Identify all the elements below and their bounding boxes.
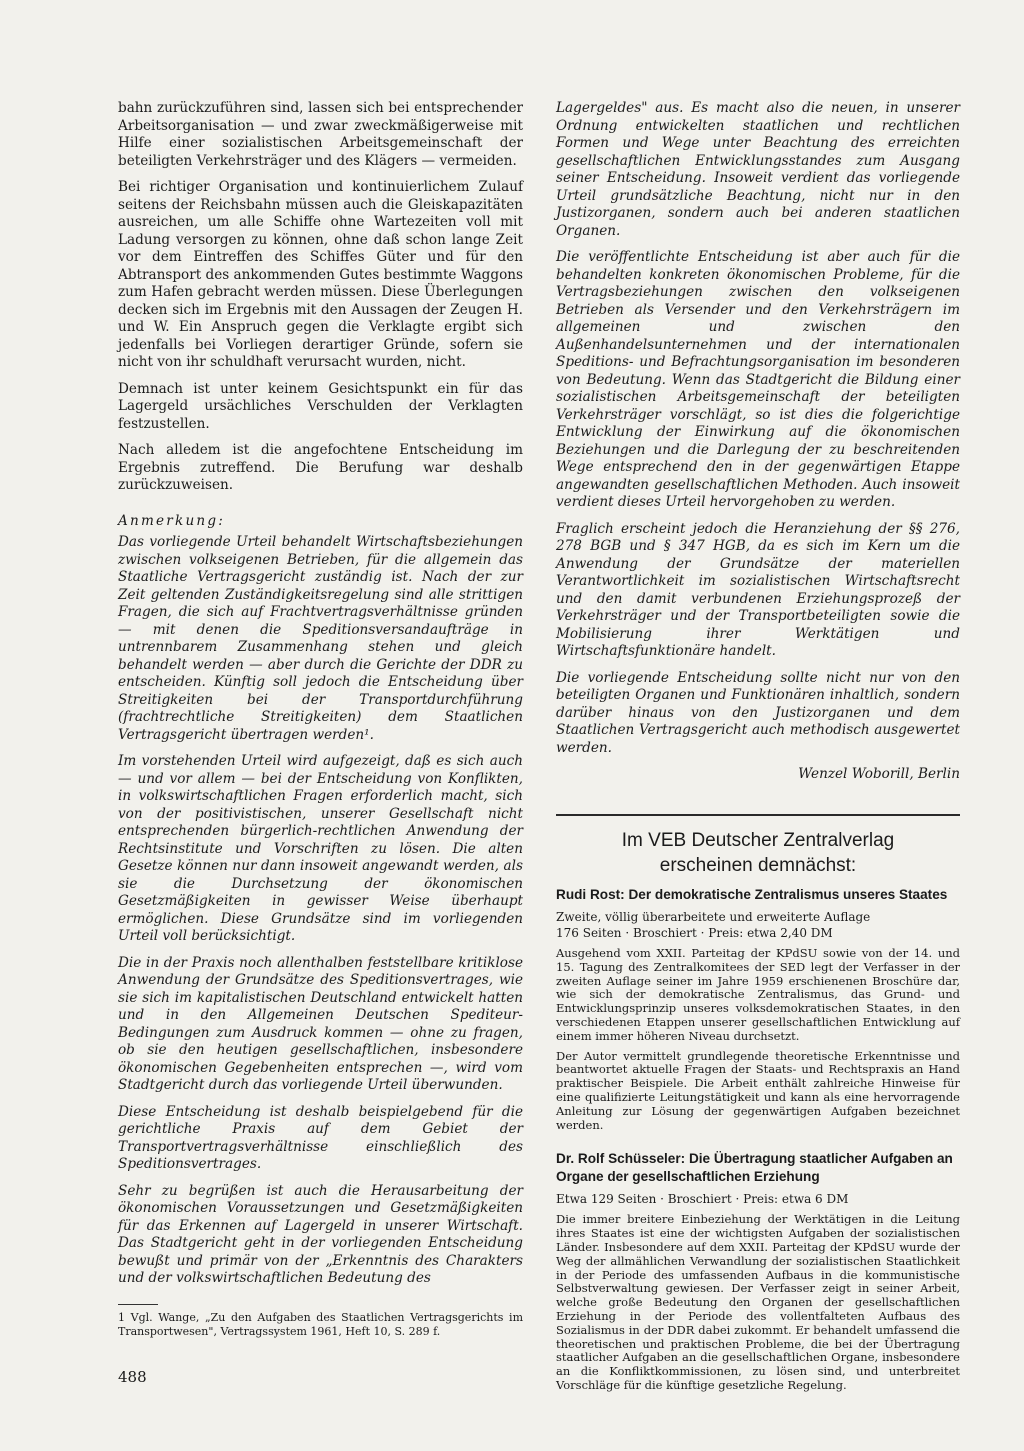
ad-title-line: erscheinen demnächst: bbox=[659, 854, 857, 876]
book-description: Die immer breitere Einbeziehung der Werktätigen in die Leitung ihres Staates ist eine der wichtigsten Aufgaben der sozialistischen Länder. Insbesondere auf dem XXII. Parteitag der KPdSU wurde der Weg der allmählichen Verwandlung der sozialistischen Staatlichkeit in der Periode des umfassenden Aufbaus in die kommunistische Selbstverwaltung gewiesen. Der Verfasser zeigt in seiner Arbeit, welche große Bedeutung den Organen der gesellschaftlichen Erziehung in der Periode des vollentfalteten Aufbaus des Sozialismus in der DDR dabei zukommt. Er behandelt umfassend die theoretischen und praktischen Probleme, die bei der Übertragung staatlicher Aufgaben an die gesellschaftlichen Organe, insbesondere an die Konfliktkommissionen, zu lösen sind, und unterbreitet Vorschläge für die künftige gesetzliche Regelung. bbox=[556, 1212, 960, 1392]
left-column bbox=[118, 100, 523, 1339]
book-edition: Zweite, völlig überarbeitete und erweiterte Auflage bbox=[556, 910, 871, 924]
right-column bbox=[556, 100, 960, 1397]
book-details: Etwa 129 Seiten · Broschiert · Preis: etwa 6 DM bbox=[556, 1192, 849, 1207]
annotation-paragraph: Die veröffentlichte Entscheidung ist aber auch für die behandelten konkreten ökonomischen Probleme, für die Vertragsbeziehungen zwischen den volkseigenen Betrieben als Versender und den Verkehrsträgern im allgemeinen und zwischen den Außenhandelsunternehmen und der internationalen Speditions- und Befrachtungsorganisation im besonderen von Bedeutung. Wenn das Stadtgericht die Bildung einer sozialistischen Arbeitsgemeinschaft der beteiligten Verkehrsträger vorschlägt, so ist dies die folgerichtige Entwicklung der Einwirkung auf die ökonomischen Beziehungen und die Darlegung der zu beschreitenden Wege entsprechend den in der gegenwärtigen Etappe angewandten gesellschaftlichen Methoden. Auch insoweit verdient dieses Urteil hervorgehoben zu werden. bbox=[556, 249, 960, 510]
annotation-paragraph: Fraglich erscheint jedoch die Heranziehung der §§ 276, 278 BGB und § 347 HGB, da es sich im Kern um die Anwendung der Grundsätze der materiellen Verantwortlichkeit im sozialistischen Wirtschaftsrecht und den damit verbundenen Erziehungsprozeß der Verkehrsträger und der Transportbeteiligten sowie die Mobilisierung ihrer Werktätigen und Wirtschaftsfunktionäre handelt. bbox=[556, 520, 960, 659]
paragraph: bahn zurückzuführen sind, lassen sich bei entsprechender Arbeitsorganisation — und zwar zweckmäßigerweise mit Hilfe einer sozialistischen Arbeitsgemeinschaft der beteiligten Verkehrsträger und des Klägers — vermeiden. bbox=[118, 100, 523, 169]
footnote-divider bbox=[118, 1304, 158, 1305]
annotation-paragraph: Im vorstehenden Urteil wird aufgezeigt, daß es sich auch — und vor allem — bei der Entscheidung von Konflikten, in volkswirtschaftlichen Fragen erforderlich macht, sich von der positivistischen, unserer Gesellschaft nicht entsprechenden bürgerlich-rechtlichen Anwendung der Rechtsinstitute und Vorschriften zu lösen. Die alten Gesetze können nur dann insoweit angewandt werden, als sie die Durchsetzung der ökonomischen Gesetzmäßigkeiten in gewisser Weise überhaupt ermöglichen. Diese Grundsätze sind im vorliegenden Urteil voll berücksichtigt. bbox=[118, 753, 523, 944]
paragraph: Bei richtiger Organisation und kontinuierlichem Zulauf seitens der Reichsbahn müssen auch die Gleiskapazitäten ausreichen, um alle Schiffe ohne Wartezeiten voll mit Ladung versorgen zu können, ohne daß schon lange Zeit vor dem Eintreffen des Schiffes Güter und für den Abtransport des ankommenden Gutes bestimmte Waggons zum Hafen gebracht werden müssen. Diese Überlegungen decken sich im Ergebnis mit den Aussagen der Zeugen H. und W. Ein Anspruch gegen die Verklagte ergibt sich jedenfalls bei Vorliegen derartiger Gründe, sofern sie nicht von ihr schuldhaft verursacht wurden, nicht. bbox=[118, 179, 523, 370]
section-divider bbox=[556, 814, 960, 816]
ad-title bbox=[556, 828, 960, 878]
book-entry bbox=[556, 886, 960, 1133]
annotation-paragraph: Diese Entscheidung ist deshalb beispielgebend für die gerichtliche Praxis auf dem Gebiet der Transportvertragsverhältnisse einschließlich des Speditionsvertrages. bbox=[118, 1103, 523, 1172]
page-number: 488 bbox=[118, 1368, 147, 1386]
author-signature: Wenzel Woborill, Berlin bbox=[798, 766, 960, 782]
book-description: Der Autor vermittelt grundlegende theoretische Erkenntnisse und beantwortet aktuelle Fragen der Staats- und Rechtspraxis an Hand praktischer Beispiele. Die Arbeit enthält zahlreiche Hinweise für eine qualifizierte Leitungstätigkeit und kann als eine hervorragende Anleitung zur Lösung der gegenwärtigen Aufgaben bezeichnet werden. bbox=[556, 1048, 960, 1132]
annotation-paragraph: Lagergeldes" aus. Es macht also die neuen, in unserer Ordnung entwickelten staatlichen und rechtlichen Formen und Wege unter Beachtung des erreichten gesellschaftlichen Entwicklungsstandes zum Ausgang seiner Entscheidung. Insoweit verdient das vorliegende Urteil grundsätzliche Beachtung, nicht nur in den Justizorganen, sondern auch bei anderen staatlichen Organen. bbox=[556, 100, 960, 239]
footnote: 1 Vgl. Wange, „Zu den Aufgaben des Staatlichen Vertragsgerichts im Transportwesen", Vertragssystem 1961, Heft 10, S. 289 f. bbox=[118, 1310, 523, 1338]
annotation-paragraph: Das vorliegende Urteil behandelt Wirtschaftsbeziehungen zwischen volkseigenen Betrieben, für die allgemein das Staatliche Vertragsgericht zuständig ist. Nach der zur Zeit geltenden Zuständigkeitsregelung sind alle strittigen Fragen, die sich auf Frachtvertragsverhältnisse gründen — mit denen die Speditionsversandaufträge in untrennbarem Zusammenhang stehen und gleich behandelt werden — aber durch die Gerichte der DDR zu entscheiden. Künftig soll jedoch die Entscheidung über Streitigkeiten bei der Transportdurchführung (frachtrechtliche Streitigkeiten) dem Staatlichen Vertragsgericht übertragen werden¹. bbox=[118, 534, 523, 743]
book-entry bbox=[556, 1150, 960, 1392]
ad-title-line: Im VEB Deutscher Zentralverlag bbox=[621, 829, 895, 851]
book-heading: Rudi Rost: Der demokratische Zentralismus unseres Staates bbox=[556, 886, 948, 902]
book-description: Ausgehend vom XXII. Parteitag der KPdSU sowie von der 14. und 15. Tagung des Zentralkomitees der SED legt der Verfasser in der zweiten Auflage seiner im Jahre 1959 erschienenen Broschüre dar, wie sich der demokratische Zentralismus, das Grund- und Entwicklungsprinzip unseres volksdemokratischen Staates, in den verschiedenen Etappen unserer gesellschaftlichen Entwicklung auf einem immer höheren Niveau durchsetzt. bbox=[556, 946, 960, 1043]
annotation-paragraph: Sehr zu begrüßen ist auch die Herausarbeitung der ökonomischen Voraussetzungen und Gesetzmäßigkeiten für das Erkennen auf Lagergeld in unserer Wirtschaft. Das Stadtgericht geht in der vorliegenden Entscheidung bewußt und primär von der „Erkenntnis des Charakters und der volkswirtschaftlichen Bedeutung des bbox=[118, 1182, 523, 1286]
annotation-paragraph: Die in der Praxis noch allenthalben feststellbare kritiklose Anwendung der Grundsätze des Speditionsvertrages, wie sie sich im kapitalistischen Deutschland entwickelt hatten und in den Allgemeinen Deutschen Spediteur-Bedingungen zum Ausdruck kommen — ohne zu fragen, ob sie den heutigen gesellschaftlichen, insbesondere ökonomischen Gegebenheiten entsprechen —, wird vom Stadtgericht durch das vorliegende Urteil überwunden. bbox=[118, 954, 523, 1093]
book-details: 176 Seiten · Broschiert · Preis: etwa 2,40 DM bbox=[556, 926, 833, 940]
book-heading: Dr. Rolf Schüsseler: Die Übertragung staatlicher Aufgaben an Organe der gesellschaftlichen Erziehung bbox=[556, 1151, 953, 1184]
paragraph: Nach alledem ist die angefochtene Entscheidung im Ergebnis zutreffend. Die Berufung war deshalb zurückzuweisen. bbox=[118, 442, 523, 493]
annotation-paragraph: Die vorliegende Entscheidung sollte nicht nur von den beteiligten Organen und Funktionären inhaltlich, sondern darüber hinaus von den Justizorganen und dem Staatlichen Vertragsgericht auch methodisch ausgewertet werden. bbox=[556, 669, 960, 756]
publisher-advertisement bbox=[556, 828, 960, 1393]
annotation-heading: Anmerkung: bbox=[118, 512, 226, 529]
paragraph: Demnach ist unter keinem Gesichtspunkt ein für das Lagergeld ursächliches Verschulden der Verklagten festzustellen. bbox=[118, 380, 523, 432]
